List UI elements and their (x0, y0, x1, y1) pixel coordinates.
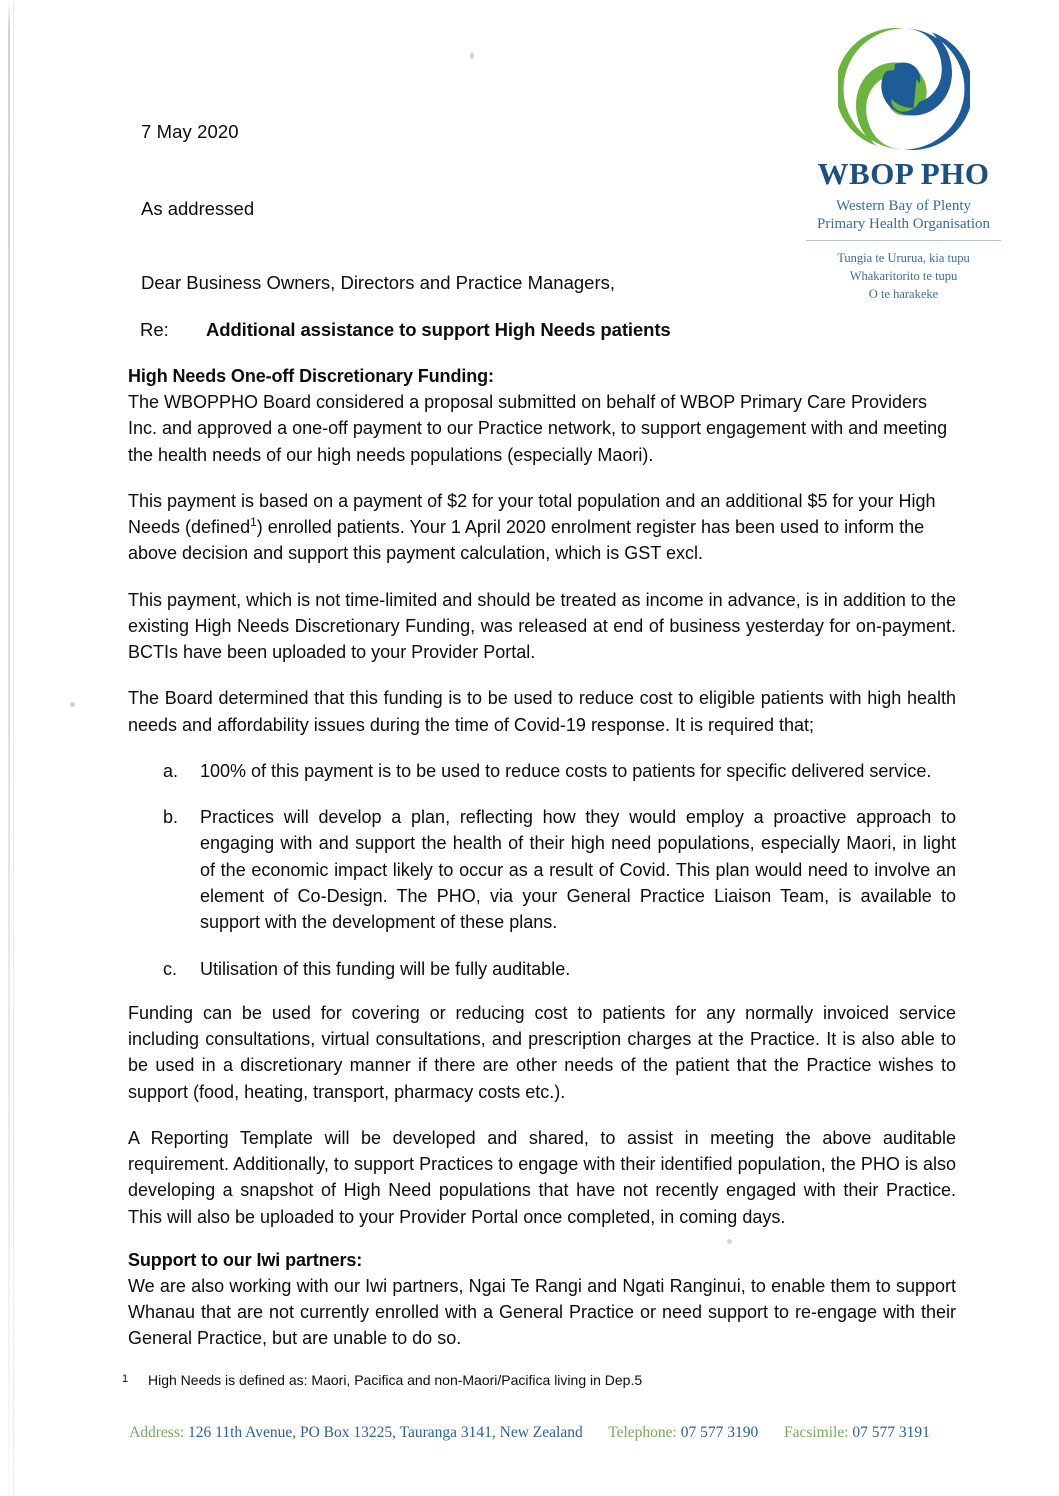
letter-salutation: Dear Business Owners, Directors and Practice Managers, (141, 272, 615, 293)
list-item-marker: a. (163, 760, 179, 781)
heading-iwi-partners: Support to our Iwi partners: (128, 1249, 363, 1270)
footer-facsimile-value: 07 577 3191 (852, 1424, 930, 1441)
paragraph-2-part1: This payment is based on a payment of $2 for your total population and an additional $5 for your High Needs (defined (128, 490, 936, 538)
letterhead-divider (806, 240, 1001, 241)
list-item-text: Utilisation of this funding will be fully auditable. (200, 958, 571, 979)
scan-artifact-stripe (8, 0, 10, 1496)
re-subject: Additional assistance to support High Needs patients (206, 319, 671, 340)
paragraph-4: The Board determined that this funding is to be used to reduce cost to eligible patients with high health needs and affordability issues during the time of Covid-19 response. It is required that; (128, 688, 956, 735)
scan-speck (70, 702, 75, 707)
heading-funding: High Needs One-off Discretionary Funding: (128, 366, 494, 386)
organisation-name: WBOP PHO (817, 156, 990, 191)
paragraph-3: This payment, which is not time-limited and should be treated as income in advance, is in addition to the existing High Needs Discretionary Funding, was released at end of business yesterday for on-payment. BCTIs have been uploaded to your Provider Portal. (128, 589, 956, 663)
letter-subject-line (140, 319, 671, 341)
footnote-reference-marker: 1 (250, 515, 257, 530)
list-item (128, 956, 956, 982)
scan-speck (470, 52, 474, 59)
paragraph-2-part2: ) enrolled patients. Your 1 April 2020 enrolment register has been used to inform the above decision and support this payment calculation, which is GST excl. (128, 517, 925, 564)
footer-address-value: 126 11th Avenue, PO Box 13225, Tauranga 3141, New Zealand (188, 1424, 583, 1441)
letter-addressee: As addressed (141, 198, 255, 219)
list-item (128, 758, 956, 784)
letterhead (796, 26, 1011, 304)
footer-address-label: Address: (129, 1424, 185, 1441)
paragraph-7: We are also working with our Iwi partners, Ngai Te Rangi and Ngati Ranginui, to enable them to support Whanau that are not currently enrolled with a General Practice or need support to re-engage with their General Practice, but are unable to do so. (128, 1275, 956, 1349)
re-label: Re: (140, 319, 169, 340)
paragraph-1: The WBOPPHO Board considered a proposal submitted on behalf of WBOP Primary Care Providers Inc. and approved a one-off payment to our Practice network, to support engagement with and meeting the health needs of our high needs populations (especially Maori). (128, 392, 948, 465)
page-footer (0, 1424, 1059, 1442)
list-item (128, 804, 956, 935)
footnote-text: High Needs is defined as: Maori, Pacifica and non-Maori/Pacifica living in Dep.5 (148, 1372, 643, 1388)
organisation-subtitle (796, 197, 1011, 234)
organisation-subtitle-line1: Western Bay of Plenty (835, 197, 971, 214)
list-item-marker: c. (163, 958, 178, 979)
requirements-list (128, 758, 956, 982)
letter-body (128, 366, 956, 1352)
list-item-text: Practices will develop a plan, reflecting how they would employ a proactive approach to engaging with and support the health of their high need populations, especially Maori, in light of the economic impact likely to occur as a result of Covid. This plan would need to involve an element of Co-Design. The PHO, via your General Practice Liaison Team, is available to support with the development of these plans. (200, 807, 956, 933)
letter-date: 7 May 2020 (141, 121, 239, 142)
organisation-motto (796, 249, 1011, 303)
footer-telephone-label: Telephone: (608, 1424, 677, 1441)
paragraph-6: A Reporting Template will be developed and shared, to assist in meeting the above auditable requirement. Additionally, to support Practices to engage with their identified population, the PHO is also developing a snapshot of High Need populations that have not recently engaged with their Practice. This will also be uploaded to your Provider Portal once completed, in coming days. (128, 1127, 956, 1227)
footer-telephone-value: 07 577 3190 (680, 1424, 759, 1441)
motto-line1: Tungia te Ururua, kia tupu (837, 251, 970, 266)
footer-facsimile-label: Facsimile: (783, 1424, 849, 1441)
wbop-pho-koru-logo-icon (838, 26, 970, 152)
footnote (122, 1371, 952, 1389)
organisation-subtitle-line2: Primary Health Organisation (816, 215, 991, 232)
paragraph-5: Funding can be used for covering or reducing cost to patients for any normally invoiced service including consultations, virtual consultations, and prescription charges at the Practice. It is also able to be used in a discretionary manner if there are other needs of the patient that the Practice wishes to support (food, heating, transport, pharmacy costs etc.). (128, 1002, 956, 1102)
footnote-marker: 1 (122, 1373, 129, 1385)
scan-artifact-stripe-secondary (13, 0, 14, 1496)
paragraph-2 (128, 488, 956, 567)
motto-line2: Whakaritorito te tupu (849, 269, 958, 284)
list-item-text: 100% of this payment is to be used to reduce costs to patients for specific delivered service. (200, 760, 932, 781)
list-item-marker: b. (163, 807, 179, 828)
motto-line3: O te harakeke (868, 287, 939, 302)
